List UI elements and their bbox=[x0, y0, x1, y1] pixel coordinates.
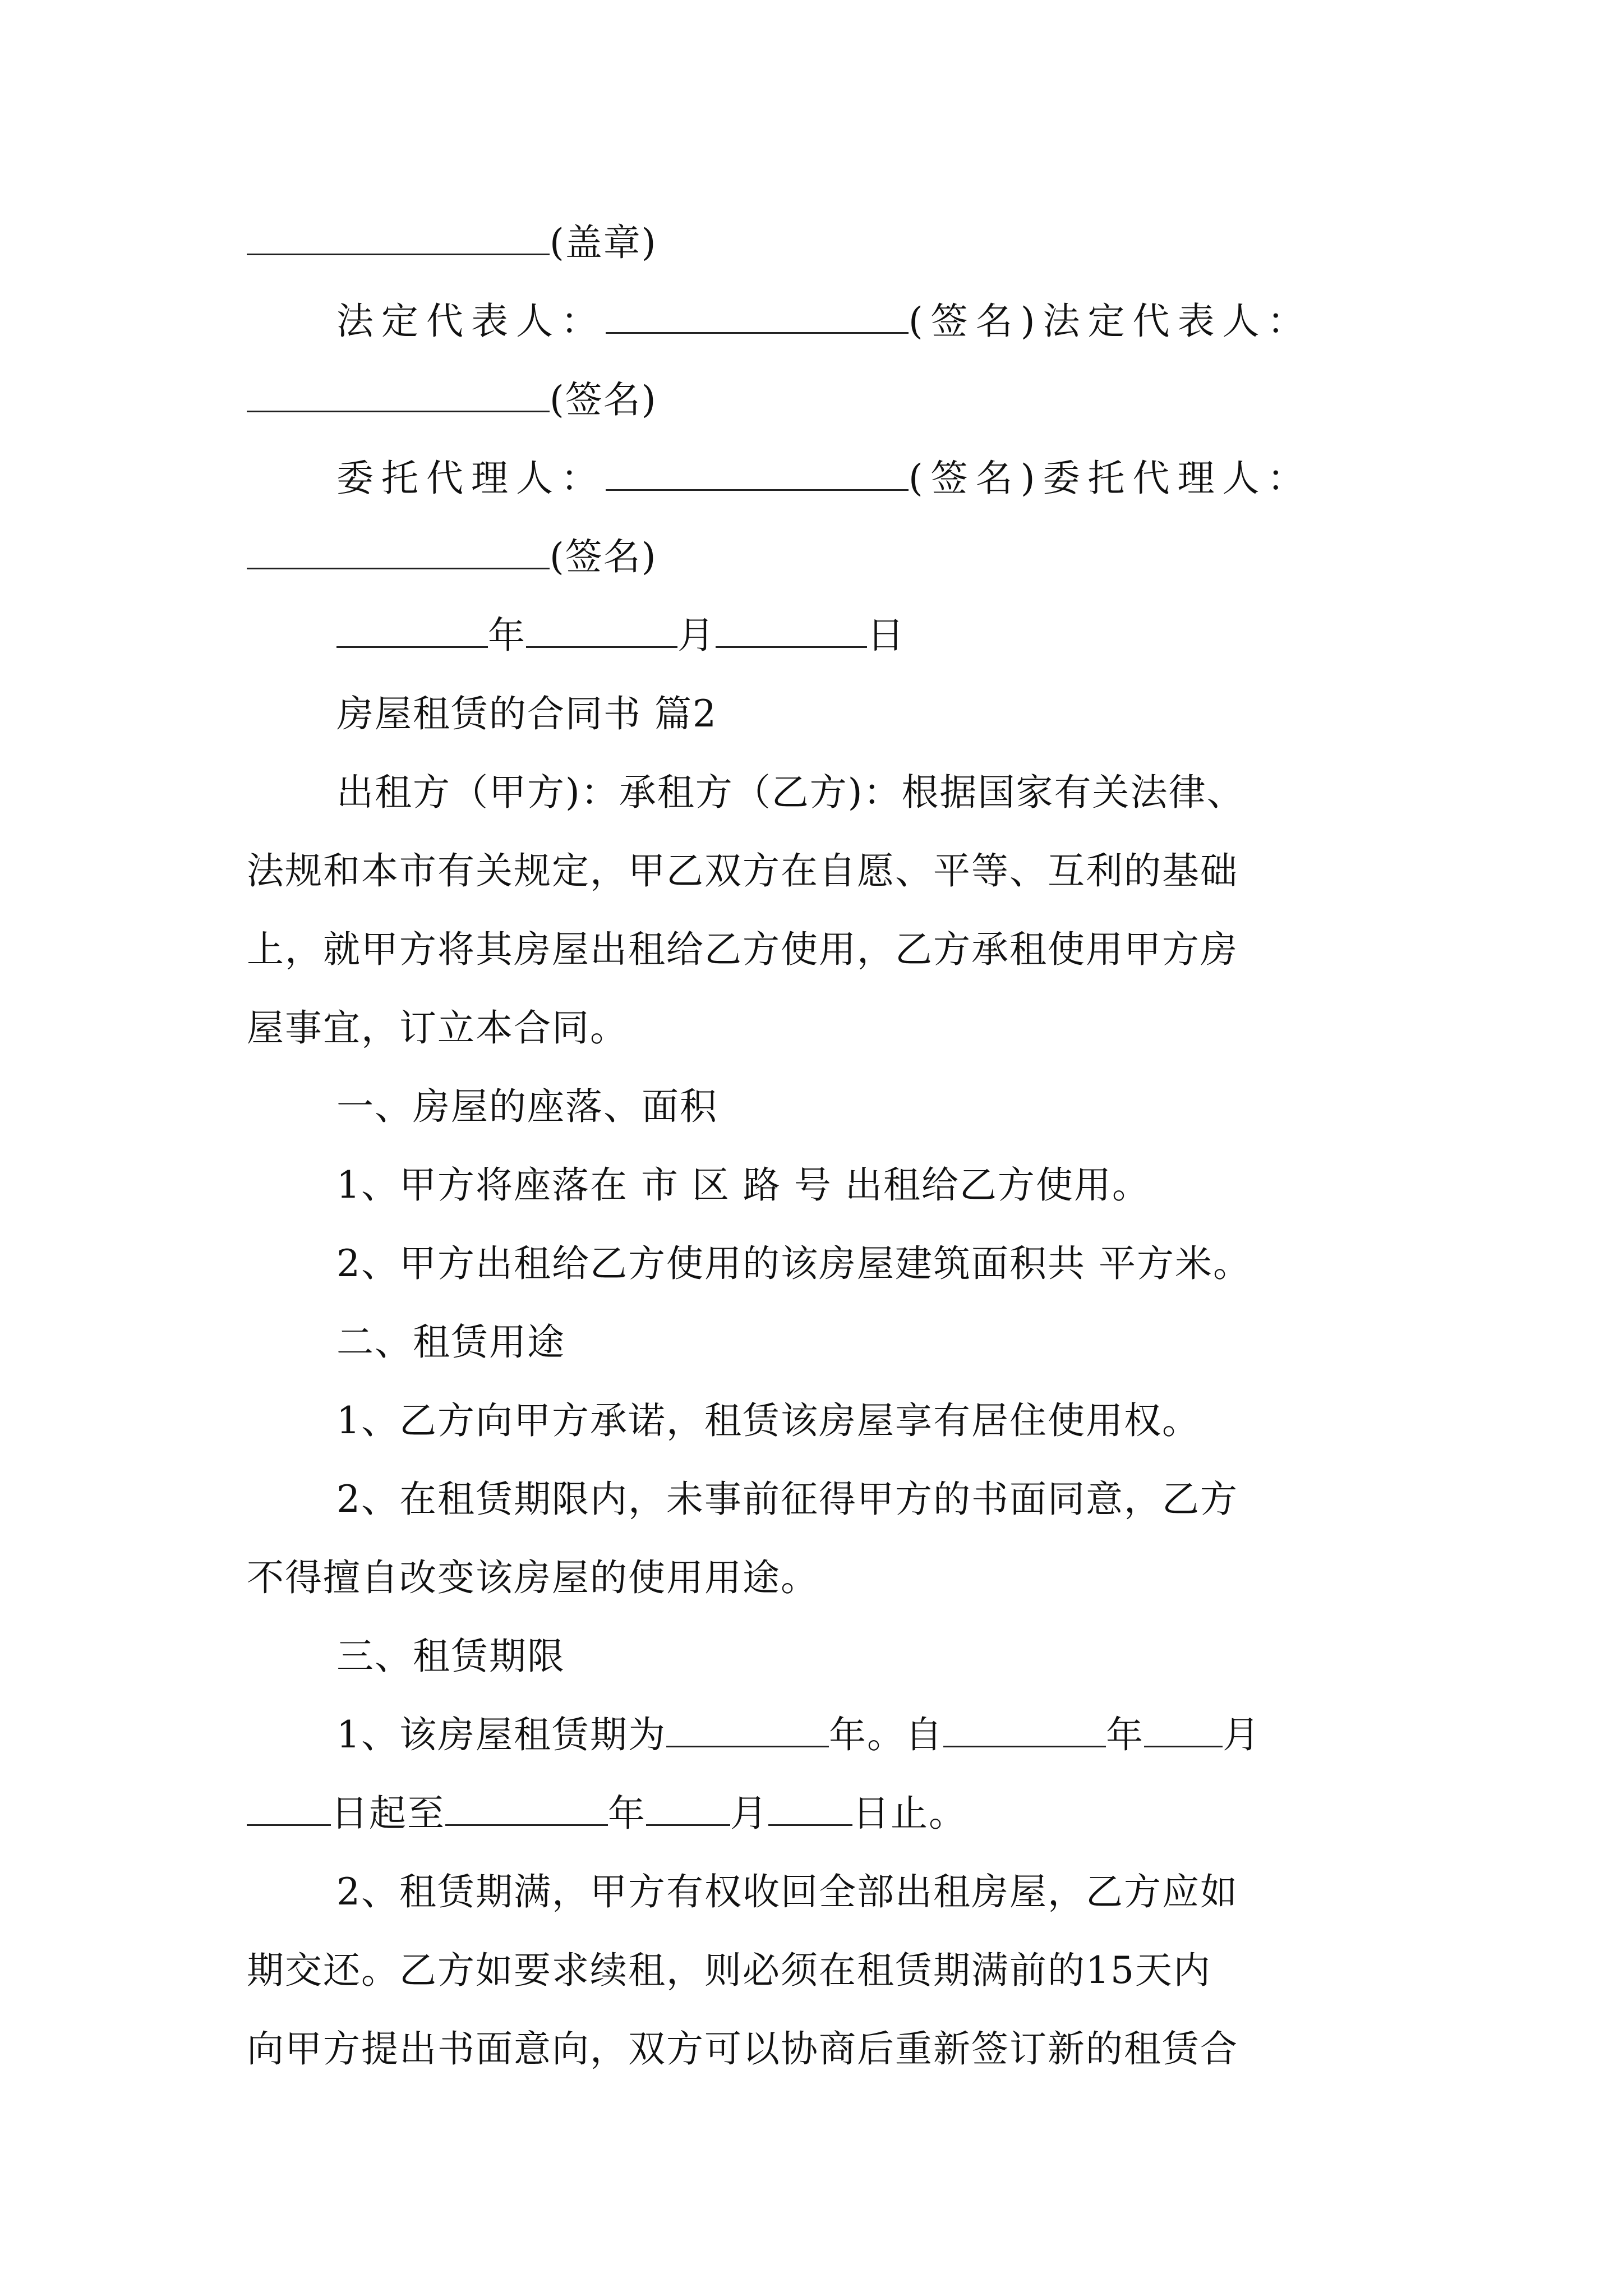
start-month-blank[interactable] bbox=[1144, 1713, 1223, 1747]
year-blank[interactable] bbox=[336, 614, 488, 648]
intro-line-1: 出租方（甲方)：承租方（乙方)：根据国家有关法律、 bbox=[336, 771, 1245, 814]
clause3-item2-line2: 期交还。乙方如要求续租，则必须在租赁期满前的15天内 bbox=[247, 1949, 1211, 1992]
intro-line-2: 法规和本市有关规定，甲乙双方在自愿、平等、互利的基础 bbox=[247, 849, 1238, 892]
start-day-blank[interactable] bbox=[247, 1792, 331, 1826]
agent-sign-a: (签名) bbox=[909, 457, 1043, 500]
legal-rep-blank-a[interactable] bbox=[606, 300, 909, 334]
agent-label-b: 委托代理人： bbox=[1043, 457, 1312, 500]
end-year-blank[interactable] bbox=[445, 1792, 608, 1826]
agent-label-a: 委托代理人： bbox=[336, 457, 606, 500]
agent-sign-line bbox=[247, 532, 657, 582]
intro-line-3: 上，就甲方将其房屋出租给乙方使用，乙方承租使用甲方房 bbox=[247, 928, 1238, 971]
seal-line bbox=[247, 218, 657, 268]
year-label: 年 bbox=[488, 614, 526, 657]
clause1-heading: 一、房屋的座落、面积 bbox=[336, 1085, 718, 1128]
legal-rep-sign-a: (签名) bbox=[909, 300, 1043, 343]
day-blank[interactable] bbox=[716, 614, 867, 648]
term-label: 1、该房屋租赁期为 bbox=[336, 1713, 666, 1756]
end-month-blank[interactable] bbox=[646, 1792, 730, 1826]
start-day-label: 日起至 bbox=[331, 1792, 445, 1835]
agent-sign-b: (签名) bbox=[550, 535, 657, 578]
clause2-item2-line1: 2、在租赁期限内，未事前征得甲方的书面同意，乙方 bbox=[336, 1478, 1238, 1521]
end-month-label: 月 bbox=[730, 1792, 768, 1835]
intro-line-4: 屋事宜，订立本合同。 bbox=[247, 1006, 628, 1050]
start-year-blank[interactable] bbox=[943, 1713, 1106, 1747]
day-label: 日 bbox=[867, 614, 905, 657]
start-month-label: 月 bbox=[1223, 1713, 1261, 1756]
clause2-heading: 二、租赁用途 bbox=[336, 1320, 565, 1364]
seal-label: (盖章) bbox=[550, 221, 657, 264]
end-day-label: 日止。 bbox=[852, 1792, 967, 1835]
clause3-item2-line1: 2、租赁期满，甲方有权收回全部出租房屋，乙方应如 bbox=[336, 1870, 1238, 1913]
clause3-item2-line3: 向甲方提出书面意向，双方可以协商后重新签订新的租赁合 bbox=[247, 2027, 1238, 2070]
end-day-blank[interactable] bbox=[768, 1792, 852, 1826]
start-year-label: 年 bbox=[1106, 1713, 1144, 1756]
legal-rep-line bbox=[336, 296, 1312, 347]
legal-rep-sign-line bbox=[247, 375, 657, 425]
clause3-item1-line2 bbox=[247, 1788, 967, 1839]
term-from-label: 年。自 bbox=[829, 1713, 943, 1756]
end-year-label: 年 bbox=[608, 1792, 646, 1835]
legal-rep-blank-b[interactable] bbox=[247, 378, 550, 412]
clause3-heading: 三、租赁期限 bbox=[336, 1635, 565, 1678]
clause1-item2: 2、甲方出租给乙方使用的该房屋建筑面积共 平方米。 bbox=[336, 1242, 1251, 1285]
month-blank[interactable] bbox=[526, 614, 677, 648]
clause2-item2-line2: 不得擅自改变该房屋的使用用途。 bbox=[247, 1556, 819, 1599]
agent-blank-b[interactable] bbox=[247, 535, 550, 569]
agent-line bbox=[336, 453, 1312, 504]
date-line bbox=[336, 610, 905, 661]
legal-rep-label-a: 法定代表人： bbox=[336, 300, 606, 343]
month-label: 月 bbox=[677, 614, 716, 657]
legal-rep-label-b: 法定代表人： bbox=[1043, 300, 1312, 343]
legal-rep-sign-b: (签名) bbox=[550, 378, 657, 421]
term-years-blank[interactable] bbox=[666, 1713, 829, 1747]
section-title: 房屋租赁的合同书 篇2 bbox=[336, 692, 717, 735]
agent-blank-a[interactable] bbox=[606, 457, 909, 491]
seal-blank[interactable] bbox=[247, 221, 550, 255]
clause2-item1: 1、乙方向甲方承诺，租赁该房屋享有居住使用权。 bbox=[336, 1399, 1200, 1442]
clause3-item1-line1 bbox=[336, 1710, 1261, 1760]
clause1-item1: 1、甲方将座落在 市 区 路 号 出租给乙方使用。 bbox=[336, 1163, 1150, 1207]
